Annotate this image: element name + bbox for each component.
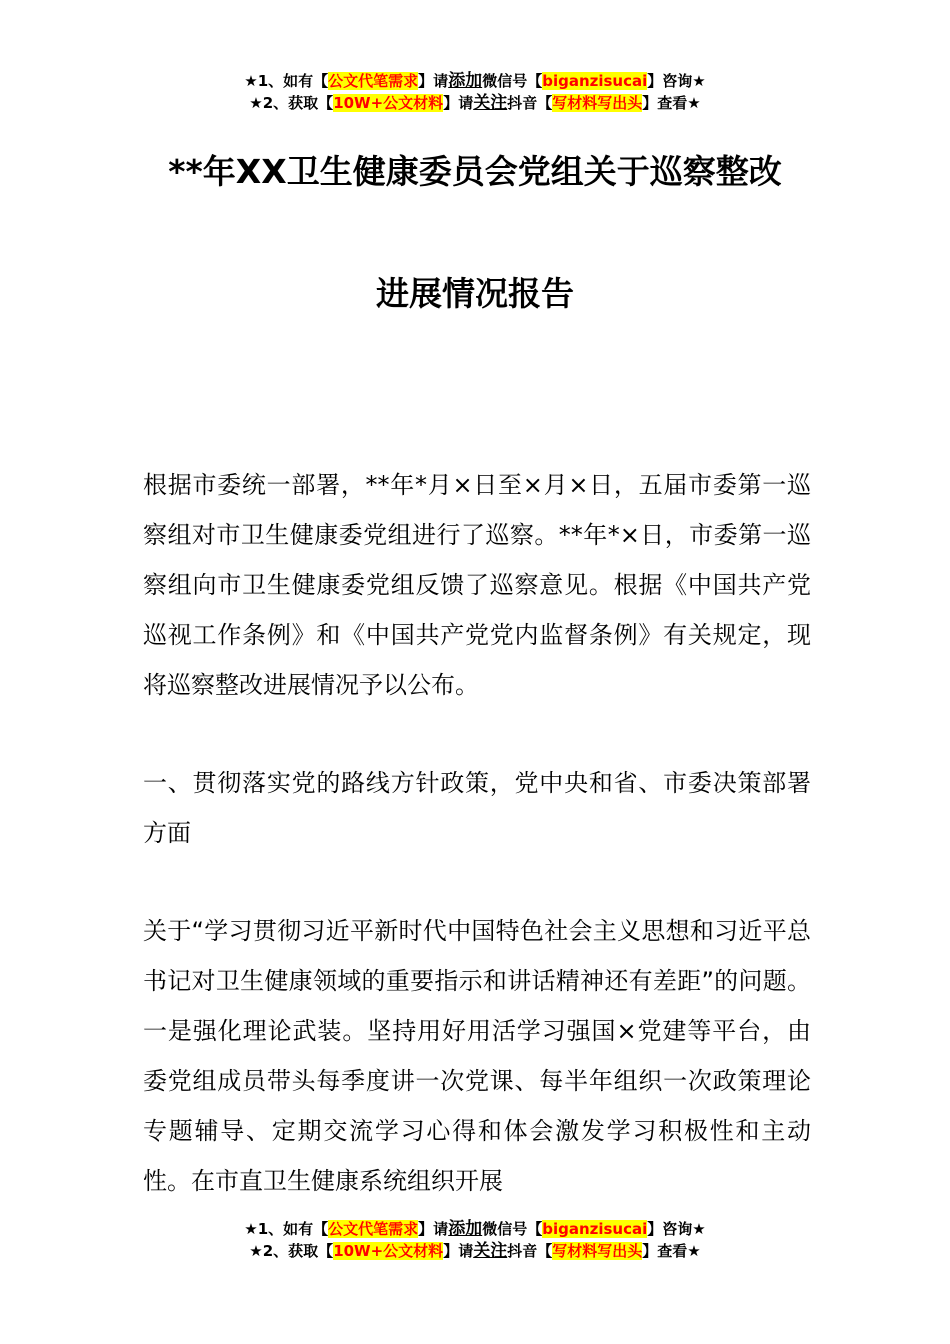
- banner-text: 微信号【: [482, 1220, 543, 1238]
- highlight-service: 公文代笔需求: [328, 1220, 419, 1238]
- banner-line-1: [0, 70, 950, 92]
- banner-text: 微信号【: [482, 72, 543, 90]
- banner-text: 抖音【: [507, 94, 553, 112]
- banner-emphasis: 关注: [473, 1241, 508, 1261]
- header-banner: [0, 70, 950, 114]
- banner-text: 】查看★: [642, 94, 701, 112]
- banner-text: ★2、获取【: [249, 94, 334, 112]
- highlight-wechat-id: biganzisucai: [542, 72, 648, 90]
- banner-emphasis: 添加: [448, 71, 483, 91]
- footer-banner: [0, 1218, 950, 1262]
- banner-text: ★1、如有【: [244, 1220, 329, 1238]
- banner-text: 】请: [443, 94, 474, 112]
- banner-line-2: [0, 92, 950, 114]
- banner-text: 】请: [418, 1220, 449, 1238]
- banner-line-1: [0, 1218, 950, 1240]
- banner-text: 】咨询★: [647, 72, 706, 90]
- highlight-douyin-account: 写材料写出头: [552, 1242, 643, 1260]
- banner-text: ★2、获取【: [249, 1242, 334, 1260]
- highlight-service: 公文代笔需求: [328, 72, 419, 90]
- document-title-line-1: **年XX卫生健康委员会党组关于巡察整改: [168, 152, 782, 191]
- banner-text: 抖音【: [507, 1242, 553, 1260]
- highlight-wechat-id: biganzisucai: [542, 1220, 648, 1238]
- highlight-douyin-account: 写材料写出头: [552, 94, 643, 112]
- banner-text: 】请: [418, 72, 449, 90]
- banner-text: ★1、如有【: [244, 72, 329, 90]
- banner-emphasis: 添加: [448, 1219, 483, 1239]
- paragraph-intro: 根据市委统一部署，**年*月×日至×月×日，五届市委第一巡察组对市卫生健康委党组进行了巡察。**年*×日，市委第一巡察组向市卫生健康委党组反馈了巡察意见。根据《中国共产党巡视工作条例》和《中国共产党党内监督条例》有关规定，现将巡察整改进展情况予以公布。: [143, 471, 811, 699]
- document-title-line-2: 进展情况报告: [376, 274, 574, 313]
- banner-text: 】咨询★: [647, 1220, 706, 1238]
- highlight-materials: 10W+公文材料: [333, 94, 444, 112]
- banner-text: 】请: [443, 1242, 474, 1260]
- banner-emphasis: 关注: [473, 93, 508, 113]
- paragraph-section-1: 关于“学习贯彻习近平新时代中国特色社会主义思想和习近平总书记对卫生健康领域的重要指示和讲话精神还有差距”的问题。一是强化理论武装。坚持用好用活学习强国×党建等平台，由委党组成员带头每季度讲一次党课、每半年组织一次政策理论专题辅导、定期交流学习心得和体会激发学习积极性和主动性。在市直卫生健康系统组织开展: [143, 917, 811, 1195]
- section-heading-1: 一、贯彻落实党的路线方针政策，党中央和省、市委决策部署方面: [143, 769, 811, 847]
- banner-text: 】查看★: [642, 1242, 701, 1260]
- highlight-materials: 10W+公文材料: [333, 1242, 444, 1260]
- banner-line-2: [0, 1240, 950, 1262]
